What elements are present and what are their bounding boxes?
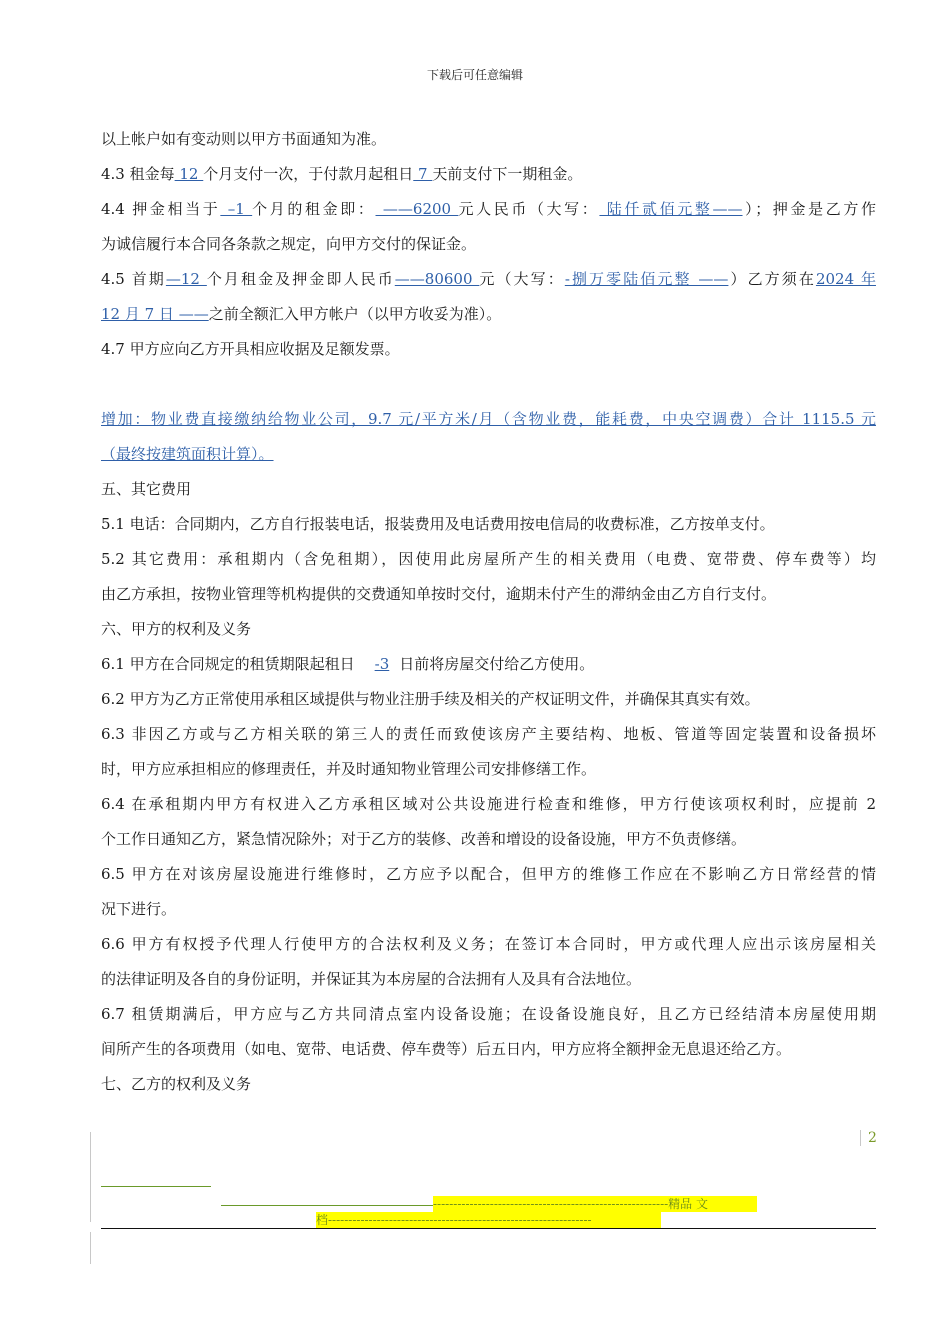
paragraph-line: 个工作日通知乙方，紧急情况除外；对于乙方的装修、改善和增设的设备设施，甲方不负责修缮。 xyxy=(101,830,747,848)
section-heading: 六、甲方的权利及义务 xyxy=(101,620,252,638)
paragraph-line: 的法律证明及各自的身份证明，并保证其为本房屋的合法拥有人及具有合法地位。 xyxy=(101,970,642,988)
deposit-months: –1 xyxy=(220,200,253,218)
deposit-amount-words: 陆仟贰佰元整—— xyxy=(599,200,743,218)
first-payment-words: -捌万零陆佰元整 —— xyxy=(564,270,729,288)
paragraph-line: 6.7 租赁期满后，甲方应与乙方共同清点室内设备设施；在设备设施良好，且乙方已经结清本房屋使用期 xyxy=(101,1005,876,1023)
clause-4-4: 4.4 押金相当于 –1 个月的租金即： ——6200 元人民币（大写： 陆仟贰佰元整——）；押金是乙方作 xyxy=(101,196,876,231)
paragraph-line: 6.2 甲方为乙方正常使用承租区域提供与物业注册手续及相关的产权证明文件，并确保其真实有效。 xyxy=(101,690,760,708)
paragraph-line: 6.6 甲方有权授予代理人行使甲方的合法权利及义务；在签订本合同时，甲方或代理人应出示该房屋相关 xyxy=(101,935,876,953)
footer-highlight: 档----------------------------------------------------------------- xyxy=(316,1212,661,1228)
paragraph-line: 由乙方承担，按物业管理等机构提供的交费通知单按时交付，逾期未付产生的滞纳金由乙方自行支付。 xyxy=(101,585,777,603)
paragraph-line: 12 月 7 日 ——之前全额汇入甲方帐户（以甲方收妥为准）。 xyxy=(101,305,502,323)
footer-rule xyxy=(101,1186,211,1187)
months-value: 12 xyxy=(174,165,204,183)
paragraph-line: 6.4 在承租期内甲方有权进入乙方承租区域对公共设施进行检查和维修，甲方行使该项权利时，应提前 2 xyxy=(101,795,876,813)
paragraph-line: 为诚信履行本合同各条款之规定，向甲方交付的保证金。 xyxy=(101,235,477,253)
paragraph-line: 时，甲方应承担相应的修理责任，并及时通知物业管理公司安排修缮工作。 xyxy=(101,760,597,778)
blank-line xyxy=(101,371,876,406)
paragraph-line: 间所产生的各项费用（如电、宽带、电话费、停车费等）后五日内，甲方应将全额押金无息退还给乙方。 xyxy=(101,1040,792,1058)
clause-4-5: 4.5 首期—12 个月租金及押金即人民币——80600 元（大写：-捌万零陆佰元整 ——）乙方须在2024 年 xyxy=(101,266,876,301)
payment-year: 2024 年 xyxy=(815,270,876,288)
paragraph-line: 5.1 电话：合同期内，乙方自行报装电话，报装费用及电话费用按电信局的收费标准，乙方按单支付。 xyxy=(101,515,775,533)
deposit-amount: ——6200 xyxy=(375,200,459,218)
footer-highlight: ----------------------------------------------------------精品 文 xyxy=(433,1196,757,1212)
inserted-note-cont: （最终按建筑面积计算）。 xyxy=(101,445,274,463)
footer-rule xyxy=(221,1205,433,1206)
page-number: 2 xyxy=(860,1130,877,1146)
handover-days: -3 xyxy=(374,655,390,673)
page-header: 下载后可任意编辑 xyxy=(426,68,523,82)
payment-date: 12 月 7 日 —— xyxy=(101,305,209,323)
paragraph-line: 6.5 甲方在对该房屋设施进行维修时，乙方应予以配合，但甲方的维修工作应在不影响乙方日常经营的情 xyxy=(101,865,876,883)
section-heading: 五、其它费用 xyxy=(101,476,876,511)
section-heading: 七、乙方的权利及义务 xyxy=(101,1075,252,1093)
paragraph-line: 5.2 其它费用：承租期内（含免租期），因使用此房屋所产生的相关费用（电费、宽带费、停车费等）均 xyxy=(101,550,876,568)
change-bar xyxy=(90,1232,91,1264)
inserted-note: 增加：物业费直接缴纳给物业公司，9.7 元/平方米/月（含物业费，能耗费，中央空调费）合计 1115.5 元 xyxy=(101,406,876,441)
days-value: 7 xyxy=(413,165,433,183)
footer-divider xyxy=(101,1228,876,1229)
paragraph-line: 况下进行。 xyxy=(101,900,177,918)
clause-4-3: 4.3 租金每 12 个月支付一次，于付款月起租日 7 天前支付下一期租金。 xyxy=(101,161,876,196)
change-bar xyxy=(90,1132,91,1222)
first-payment-amount: ——80600 xyxy=(394,270,480,288)
first-payment-months: —12 xyxy=(165,270,207,288)
paragraph-line: 以上帐户如有变动则以甲方书面通知为准。 xyxy=(101,130,387,148)
document-body xyxy=(101,126,876,1106)
paragraph-line: 6.3 非因乙方或与乙方相关联的第三人的责任而致使该房产主要结构、地板、管道等固定装置和设备损坏 xyxy=(101,725,876,743)
clause-4-7: 4.7 甲方应向乙方开具相应收据及足额发票。 xyxy=(101,336,876,371)
clause-6-1: 6.1 甲方在合同规定的租赁期限起租日 -3 日前将房屋交付给乙方使用。 xyxy=(101,651,876,686)
